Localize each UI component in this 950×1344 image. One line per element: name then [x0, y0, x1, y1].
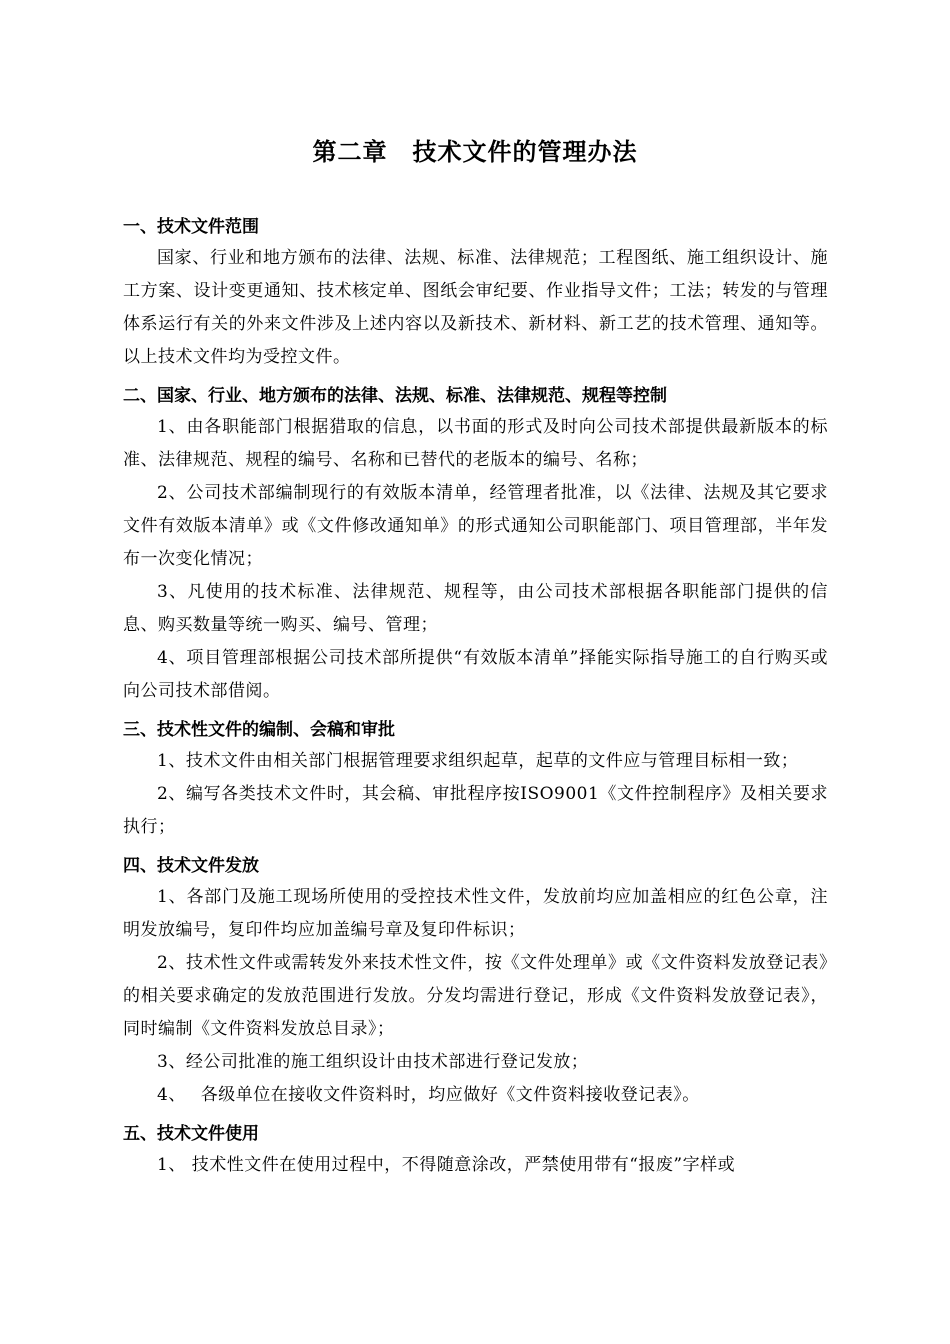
paragraph: 1、各部门及施工现场所使用的受控技术性文件，发放前均应加盖相应的红色公章，注明发放编号，复印件均应加盖编号章及复印件标识；	[123, 887, 828, 940]
paragraph: 3、经公司批准的施工组织设计由技术部进行登记发放；	[157, 1052, 589, 1072]
section-compilation-approval	[123, 715, 828, 844]
paragraph: 1、由各职能部门根据猎取的信息，以书面的形式及时向公司技术部提供最新版本的标准、法律规范、规程的编号、名称和已替代的老版本的编号、名称；	[123, 417, 828, 470]
section-heading: 二、国家、行业、地方颁布的法律、法规、标准、法律规范、规程等控制	[123, 386, 667, 406]
section-scope	[123, 212, 828, 374]
section-heading: 四、技术文件发放	[123, 856, 259, 876]
paragraph: 3、凡使用的技术标准、法律规范、规程等，由公司技术部根据各职能部门提供的信息、购买数量等统一购买、编号、管理；	[123, 582, 828, 635]
paragraph: 1、 技术性文件在使用过程中，不得随意涂改，严禁使用带有“报废”字样或	[157, 1155, 736, 1175]
paragraph: 4、 各级单位在接收文件资料时，均应做好《文件资料接收登记表》。	[157, 1085, 700, 1105]
chapter-title: 第二章 技术文件的管理办法	[312, 138, 638, 166]
document-body	[123, 212, 828, 1182]
paragraph: 2、公司技术部编制现行的有效版本清单，经管理者批准，以《法律、法规及其它要求文件有效版本清单》或《文件修改通知单》的形式通知公司职能部门、项目管理部，半年发布一次变化情况；	[123, 483, 828, 569]
paragraph: 国家、行业和地方颁布的法律、法规、标准、法律规范；工程图纸、施工组织设计、施工方案、设计变更通知、技术核定单、图纸会审纪要、作业指导文件；工法；转发的与管理体系运行有关的外来文件涉及上述内容以及新技术、新材料、新工艺的技术管理、通知等。以上技术文件均为受控文件。	[123, 248, 828, 367]
paragraph: 2、编写各类技术文件时，其会稿、审批程序按ISO9001《文件控制程序》及相关要求执行；	[123, 784, 828, 837]
section-heading: 三、技术性文件的编制、会稿和审批	[123, 720, 395, 740]
section-usage	[123, 1119, 828, 1182]
paragraph: 2、技术性文件或需转发外来技术性文件，按《文件处理单》或《文件资料发放登记表》的相关要求确定的发放范围进行发放。分发均需进行登记，形成《文件资料发放登记表》，同时编制《文件资料发放总目录》；	[123, 953, 828, 1039]
paragraph: 1、技术文件由相关部门根据管理要求组织起草，起草的文件应与管理目标相一致；	[157, 751, 799, 771]
section-distribution	[123, 851, 828, 1112]
section-heading: 五、技术文件使用	[123, 1124, 259, 1144]
section-heading: 一、技术文件范围	[123, 217, 259, 237]
section-regulations-control	[123, 381, 828, 708]
paragraph: 4、项目管理部根据公司技术部所提供“有效版本清单”择能实际指导施工的自行购买或向公司技术部借阅。	[123, 648, 828, 701]
